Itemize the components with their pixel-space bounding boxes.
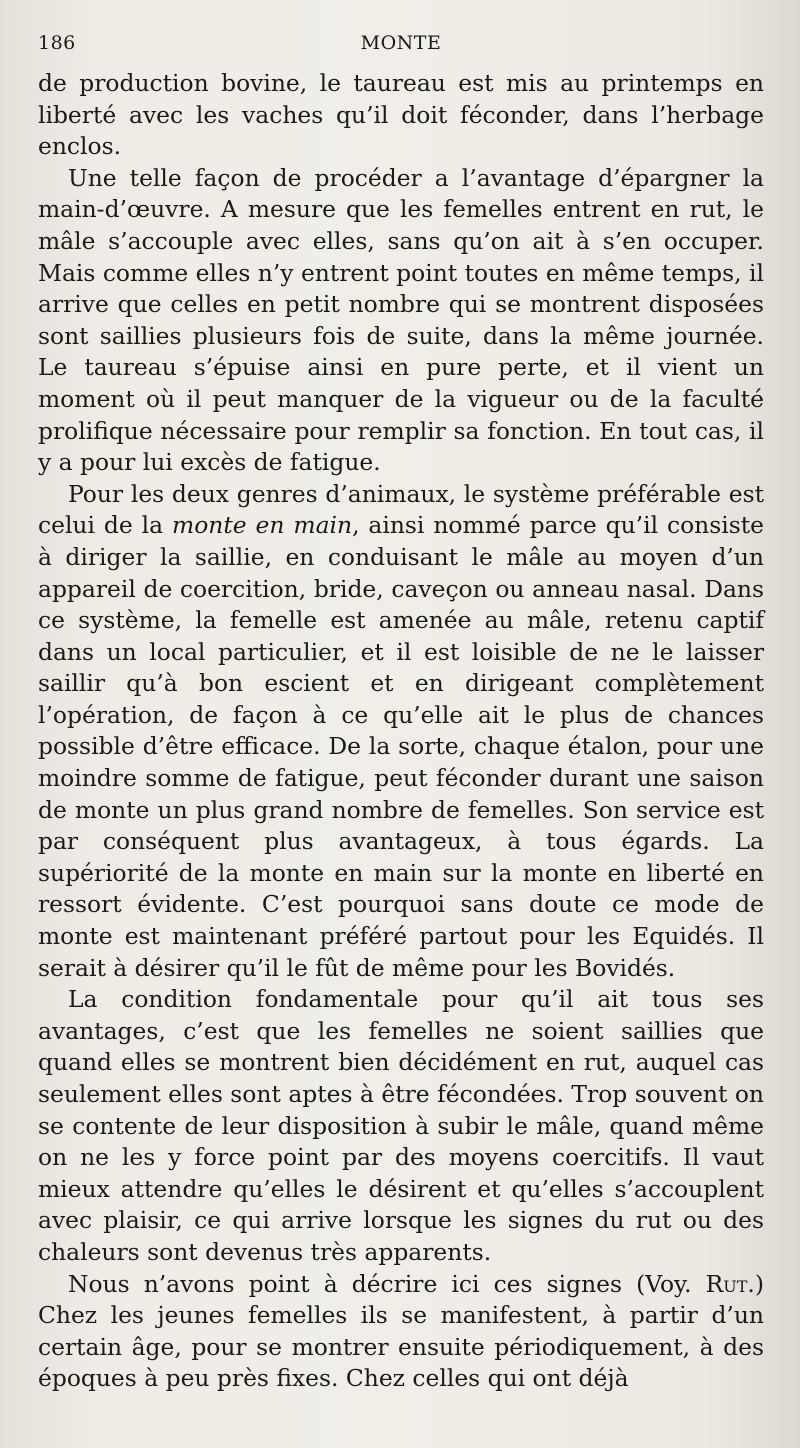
paragraph-1: de production bovine, le taureau est mis au printemps en liberté avec les vaches qu’il doit féconder, dans l’herbage enclos.	[38, 69, 764, 161]
paragraph-3	[38, 479, 764, 985]
paragraph-3-text-after: , ainsi nommé parce qu’il consiste à diriger la saillie, en conduisant le mâle au moyen d’un appareil de coercition, bride, caveçon ou anneau nasal. Dans ce système, la femelle est amenée au mâle, retenu captif dans un local particulier, et il est loisible de ne le laisser saillir qu’à bon escient et en dirigeant complètement l’opération, de façon à ce qu’elle ait le plus de chances possible d’être efficace. De la sorte, chaque étalon, pour une moindre somme de fatigue, peut féconder durant une saison de monte un plus grand nombre de femelles. Son service est par conséquent plus avantageux, à tous égards. La supériorité de la monte en main sur la monte en liberté en ressort évidente. C’est pourquoi sans doute ce mode de monte est maintenant préféré partout pour les Equidés. Il serait à désirer qu’il le fût de même pour les Bovidés.	[38, 511, 764, 982]
paragraph-2: Une telle façon de procéder a l’avantage d’épargner la main-d’œuvre. A mesure que les femelles entrent en rut, le mâle s’accouple avec elles, sans qu’on ait à s’en occuper. Mais comme elles n’y entrent point toutes en même temps, il arrive que celles en petit nombre qui se montrent disposées sont saillies plusieurs fois de suite, dans la même journée. Le taureau s’épuise ainsi en pure perte, et il vient un moment où il peut manquer de la vigueur ou de la faculté prolifique nécessaire pour remplir sa fonction. En tout cas, il y a pour lui excès de fatigue.	[38, 163, 764, 477]
paragraph-5	[38, 1269, 764, 1395]
page-number: 186	[38, 32, 76, 54]
paragraph-5-text-after: ) Chez les jeunes femelles ils se manifestent, à partir d’un certain âge, pour se montrer ensuite périodiquement, à des époques à peu près fixes. Chez celles qui ont déjà	[38, 1269, 764, 1393]
running-head: MONTE	[360, 32, 442, 54]
body-text	[38, 68, 764, 1395]
paragraph-5-text-before: Nous n’avons point à décrire ici ces signes (Voy.	[68, 1269, 706, 1298]
paragraph-3-italic-term: monte en main	[172, 511, 353, 540]
paragraph-4: La condition fondamentale pour qu’il ait tous ses avantages, c’est que les femelles ne soient saillies que quand elles se montrent bien décidément en rut, auquel cas seulement elles sont aptes à être fécondées. Trop souvent on se contente de leur disposition à subir le mâle, quand même on ne les y force point par des moyens coercitifs. Il vaut mieux attendre qu’elles le désirent et qu’elles s’accouplent avec plaisir, ce qui arrive lorsque les signes du rut ou des chaleurs sont devenus très apparents.	[38, 985, 764, 1266]
paragraph-3-text-before: Pour les deux genres d’animaux, le système préférable est celui de la	[38, 479, 764, 540]
paragraph-5-cross-reference: Rut.	[705, 1269, 755, 1298]
page-header	[38, 26, 764, 68]
